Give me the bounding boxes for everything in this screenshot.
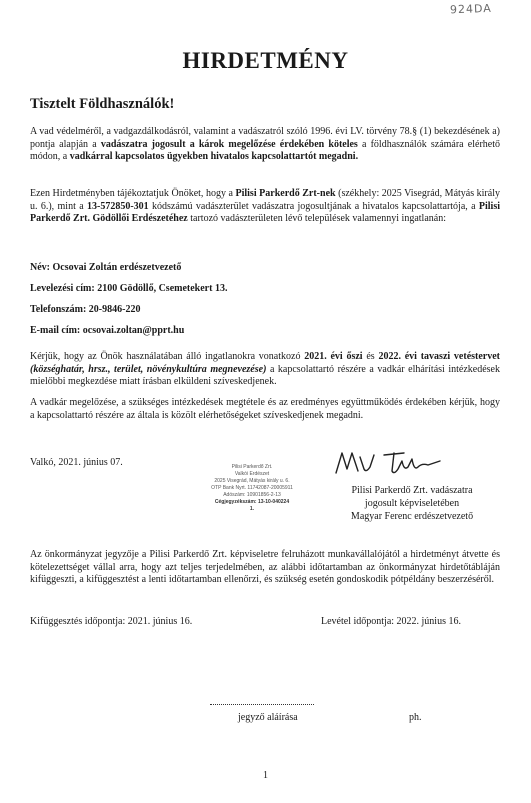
contact-label: Telefonszám: bbox=[30, 304, 87, 315]
contact-address bbox=[30, 283, 227, 294]
page-number: 1 bbox=[263, 770, 268, 781]
signer-line: Magyar Ferenc erdészetvezető bbox=[350, 511, 474, 522]
text-run: tartozó vadászterületen lévő települések valamennyi ingatlanán: bbox=[187, 213, 446, 224]
stamp-line: Valkói Erdészet bbox=[234, 471, 270, 477]
signer-line: jogosult képviseletében bbox=[364, 498, 460, 509]
stamp-line: 1. bbox=[249, 506, 255, 512]
signer-block bbox=[322, 484, 502, 523]
text-run: Kérjük, hogy az Önök használatában álló ingatlanokra vonatkozó bbox=[30, 351, 305, 362]
text-run: és bbox=[362, 351, 379, 362]
text-run: a kapcsolattartó részére a vadkár elhárítási intézkedések mielőbbi megkezdése miatt írásban elküldeni szíveskedjenek. bbox=[30, 363, 500, 387]
display-end-date: Levétel időpontja: 2022. június 16. bbox=[321, 616, 461, 627]
greeting: Tisztelt Földhasználók! bbox=[30, 96, 175, 112]
contact-label: Név: bbox=[30, 262, 50, 273]
contact-value: 2100 Gödöllő, Csemetekert 13. bbox=[97, 283, 228, 294]
contact-email bbox=[30, 325, 184, 336]
paragraph-cooperation: A vadkár megelőzése, a szükséges intézkedések megtétele és az eredményes együttműködés érdekében kérjük, hogy a kapcsolattartó részére az általa is közölt elérhetőségeket szíveskedjenek megadni. bbox=[30, 397, 500, 421]
contact-value: Ocsovai Zoltán erdészetvezető bbox=[52, 262, 182, 273]
text-run-bold: vadkárral kapcsolatos ügyekben hivatalos kapcsolattartót megadni. bbox=[69, 151, 359, 162]
contact-label: Levelezési cím: bbox=[30, 283, 95, 294]
text-run-bold: 2021. évi őszi bbox=[304, 351, 363, 362]
text-run-bold: 2022. évi tavaszi vetéstervet bbox=[378, 351, 501, 362]
display-start-date: Kifüggesztés időpontja: 2021. június 16. bbox=[30, 616, 193, 627]
stamp-line: 2025 Visegrád, Mátyás király u. 6. bbox=[214, 478, 290, 484]
stamp-line: Cégjegyzékszám: 13-10-040224 bbox=[214, 499, 290, 505]
paragraph-municipality: Az önkormányzat jegyzője a Pilisi Parkerdő Zrt. képviseletre felruházott munkavállalójától a hirdetményt átvette és kötelezettséget vállal arra, hogy azt teljes terjedelmében, az alábbi időtartamban az önkormányzat hirdetőtábláján kifüggeszti, a kifüggesztést a lenti időtartamban ellenőrzi, és szükség esetén gondoskodik pótpéldány beszerzéséről. bbox=[30, 549, 500, 585]
text-run: (székhely: 2025 Visegrád, Mátyás király u. 6.), mint a bbox=[30, 188, 500, 212]
text-run: kódszámú vadászterület vadászatra jogosultjának a hivatalos kapcsolattartója, a bbox=[148, 200, 479, 212]
paragraph-legal-basis bbox=[30, 126, 500, 164]
signer-line: Pilisi Parkerdő Zrt. vadászatra bbox=[351, 485, 473, 496]
paragraph-notice bbox=[30, 188, 500, 226]
clerk-signature-label: jegyző aláírása bbox=[238, 712, 298, 723]
document-title: HIRDETMÉNY bbox=[182, 48, 349, 73]
contact-phone bbox=[30, 304, 140, 315]
contact-value: ocsovai.zoltan@pprt.hu bbox=[82, 325, 185, 336]
stamp-line: Adószám: 10901856-2-13 bbox=[223, 492, 281, 498]
handwritten-signature bbox=[332, 447, 442, 479]
contact-label: E-mail cím: bbox=[30, 325, 81, 336]
seal-placeholder: ph. bbox=[409, 712, 422, 723]
text-run-bold: vadászatra jogosult a károk megelőzése érdekében köteles bbox=[100, 138, 358, 150]
text-run-bold: Pilisi Parkerdő Zrt-nek bbox=[235, 188, 336, 199]
contact-name bbox=[30, 262, 181, 273]
text-run-bold: 13-572850-301 bbox=[86, 200, 149, 212]
place-date: Valkó, 2021. június 07. bbox=[30, 457, 123, 468]
handwritten-annotation: 924DA bbox=[449, 1, 493, 17]
text-run-bold: Pilisi Parkerdő Zrt. Gödöllői Erdészetéhez bbox=[30, 200, 501, 224]
text-run: a földhasználók számára elérhető módon, a bbox=[30, 138, 500, 162]
text-run: Ezen Hirdetményben tájékoztatjuk Önöket, hogy a bbox=[30, 188, 236, 199]
text-run-bold-italic: (községhatár, hrsz., terület, növénykultúra megnevezése) bbox=[30, 363, 267, 375]
contact-value: 20-9846-220 bbox=[88, 304, 141, 315]
company-stamp bbox=[192, 464, 312, 513]
text-run: A vad védelméről, a vadgazdálkodásról, valamint a vadászatról szóló 1996. évi LV. törvény 78.§ (1) bekezdésének a) pontja alapján a bbox=[30, 126, 500, 150]
stamp-line: OTP Bank Nyrt. 11742087-20005911 bbox=[211, 485, 293, 491]
stamp-line: Pilisi Parkerdő Zrt. bbox=[231, 464, 273, 470]
paragraph-request bbox=[30, 351, 500, 389]
signature-line bbox=[210, 704, 314, 705]
